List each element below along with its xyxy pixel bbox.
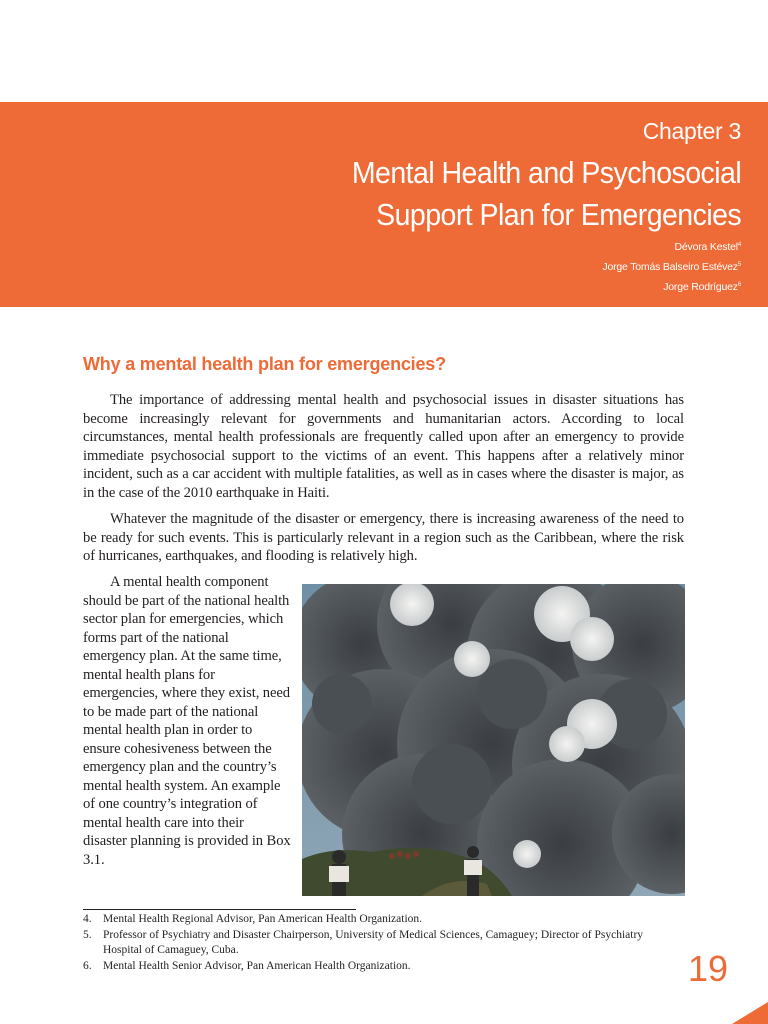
author-name: Jorge Rodríguez	[663, 281, 738, 293]
page-corner-decoration	[732, 1002, 768, 1024]
author	[602, 256, 741, 276]
author-footnote-ref: 5	[737, 262, 741, 268]
footnote-rule	[83, 909, 356, 910]
footnotes	[83, 912, 683, 974]
chapter-label: Chapter 3	[642, 118, 741, 144]
footnote	[83, 928, 683, 959]
body-paragraph: Whatever the magnitude of the disaster or emergency, there is increasing awareness of the need to be ready for such events. This is particularly relevant in a region such as the Caribbean, where the risk of hurricanes, earthquakes, and flooding is relatively high.	[83, 511, 684, 564]
author-name: Dévora Kestel	[674, 241, 738, 253]
footnote-text: Mental Health Senior Advisor, Pan American Health Organization.	[103, 959, 411, 972]
author-footnote-ref: 4	[737, 242, 741, 248]
footnote-number: 4.	[83, 913, 92, 925]
author	[602, 276, 741, 296]
footnote-text: Mental Health Regional Advisor, Pan American Health Organization.	[103, 913, 423, 925]
page-number: 19	[687, 948, 728, 989]
chapter-title	[352, 152, 741, 236]
chapter-banner	[0, 102, 768, 307]
author	[602, 236, 741, 256]
footnote-number: 6.	[83, 959, 92, 972]
chapter-title-line-1: Mental Health and Psychosocial	[351, 155, 741, 190]
author-list	[602, 236, 741, 296]
footnote-number: 5.	[83, 928, 92, 941]
volcanic-ash-cloud-photo	[302, 584, 685, 896]
section-heading: Why a mental health plan for emergencies?	[83, 354, 446, 374]
footnote	[83, 959, 683, 975]
body-paragraph: The importance of addressing mental health and psychosocial issues in disaster situations has become increasingly relevant for governments and humanitarian actors. According to local circumstances, mental health professionals are frequently called upon after an emergency to provide immediate psychosocial support to the victims of an event. This happens after a relatively minor incident, such as a car accident with multiple fatalities, as well as in cases where the disaster is major, as in the case of the 2010 earthquake in Haiti.	[83, 392, 684, 501]
author-footnote-ref: 6	[737, 282, 741, 288]
footnote	[83, 912, 683, 928]
author-name: Jorge Tomás Balseiro Estévez	[602, 261, 738, 273]
chapter-title-line-2: Support Plan for Emergencies	[375, 197, 741, 232]
footnote-text: Professor of Psychiatry and Disaster Chairperson, University of Medical Sciences, Camaguey; Director of Psychiatry Hospital of Camaguey, Cuba.	[103, 928, 644, 956]
body-paragraph: A mental health component should be part of the national health sector plan for emergencies, which forms part of the national emergency plan. At the same time, mental health plans for emergencies, where they exist, need to be made part of the national mental health plan in order to ensure cohesiveness between the emergency plan and the country’s mental health system. An example of one country’s integration of mental health care into their disaster planning is provided in Box 3.1.	[83, 574, 291, 868]
